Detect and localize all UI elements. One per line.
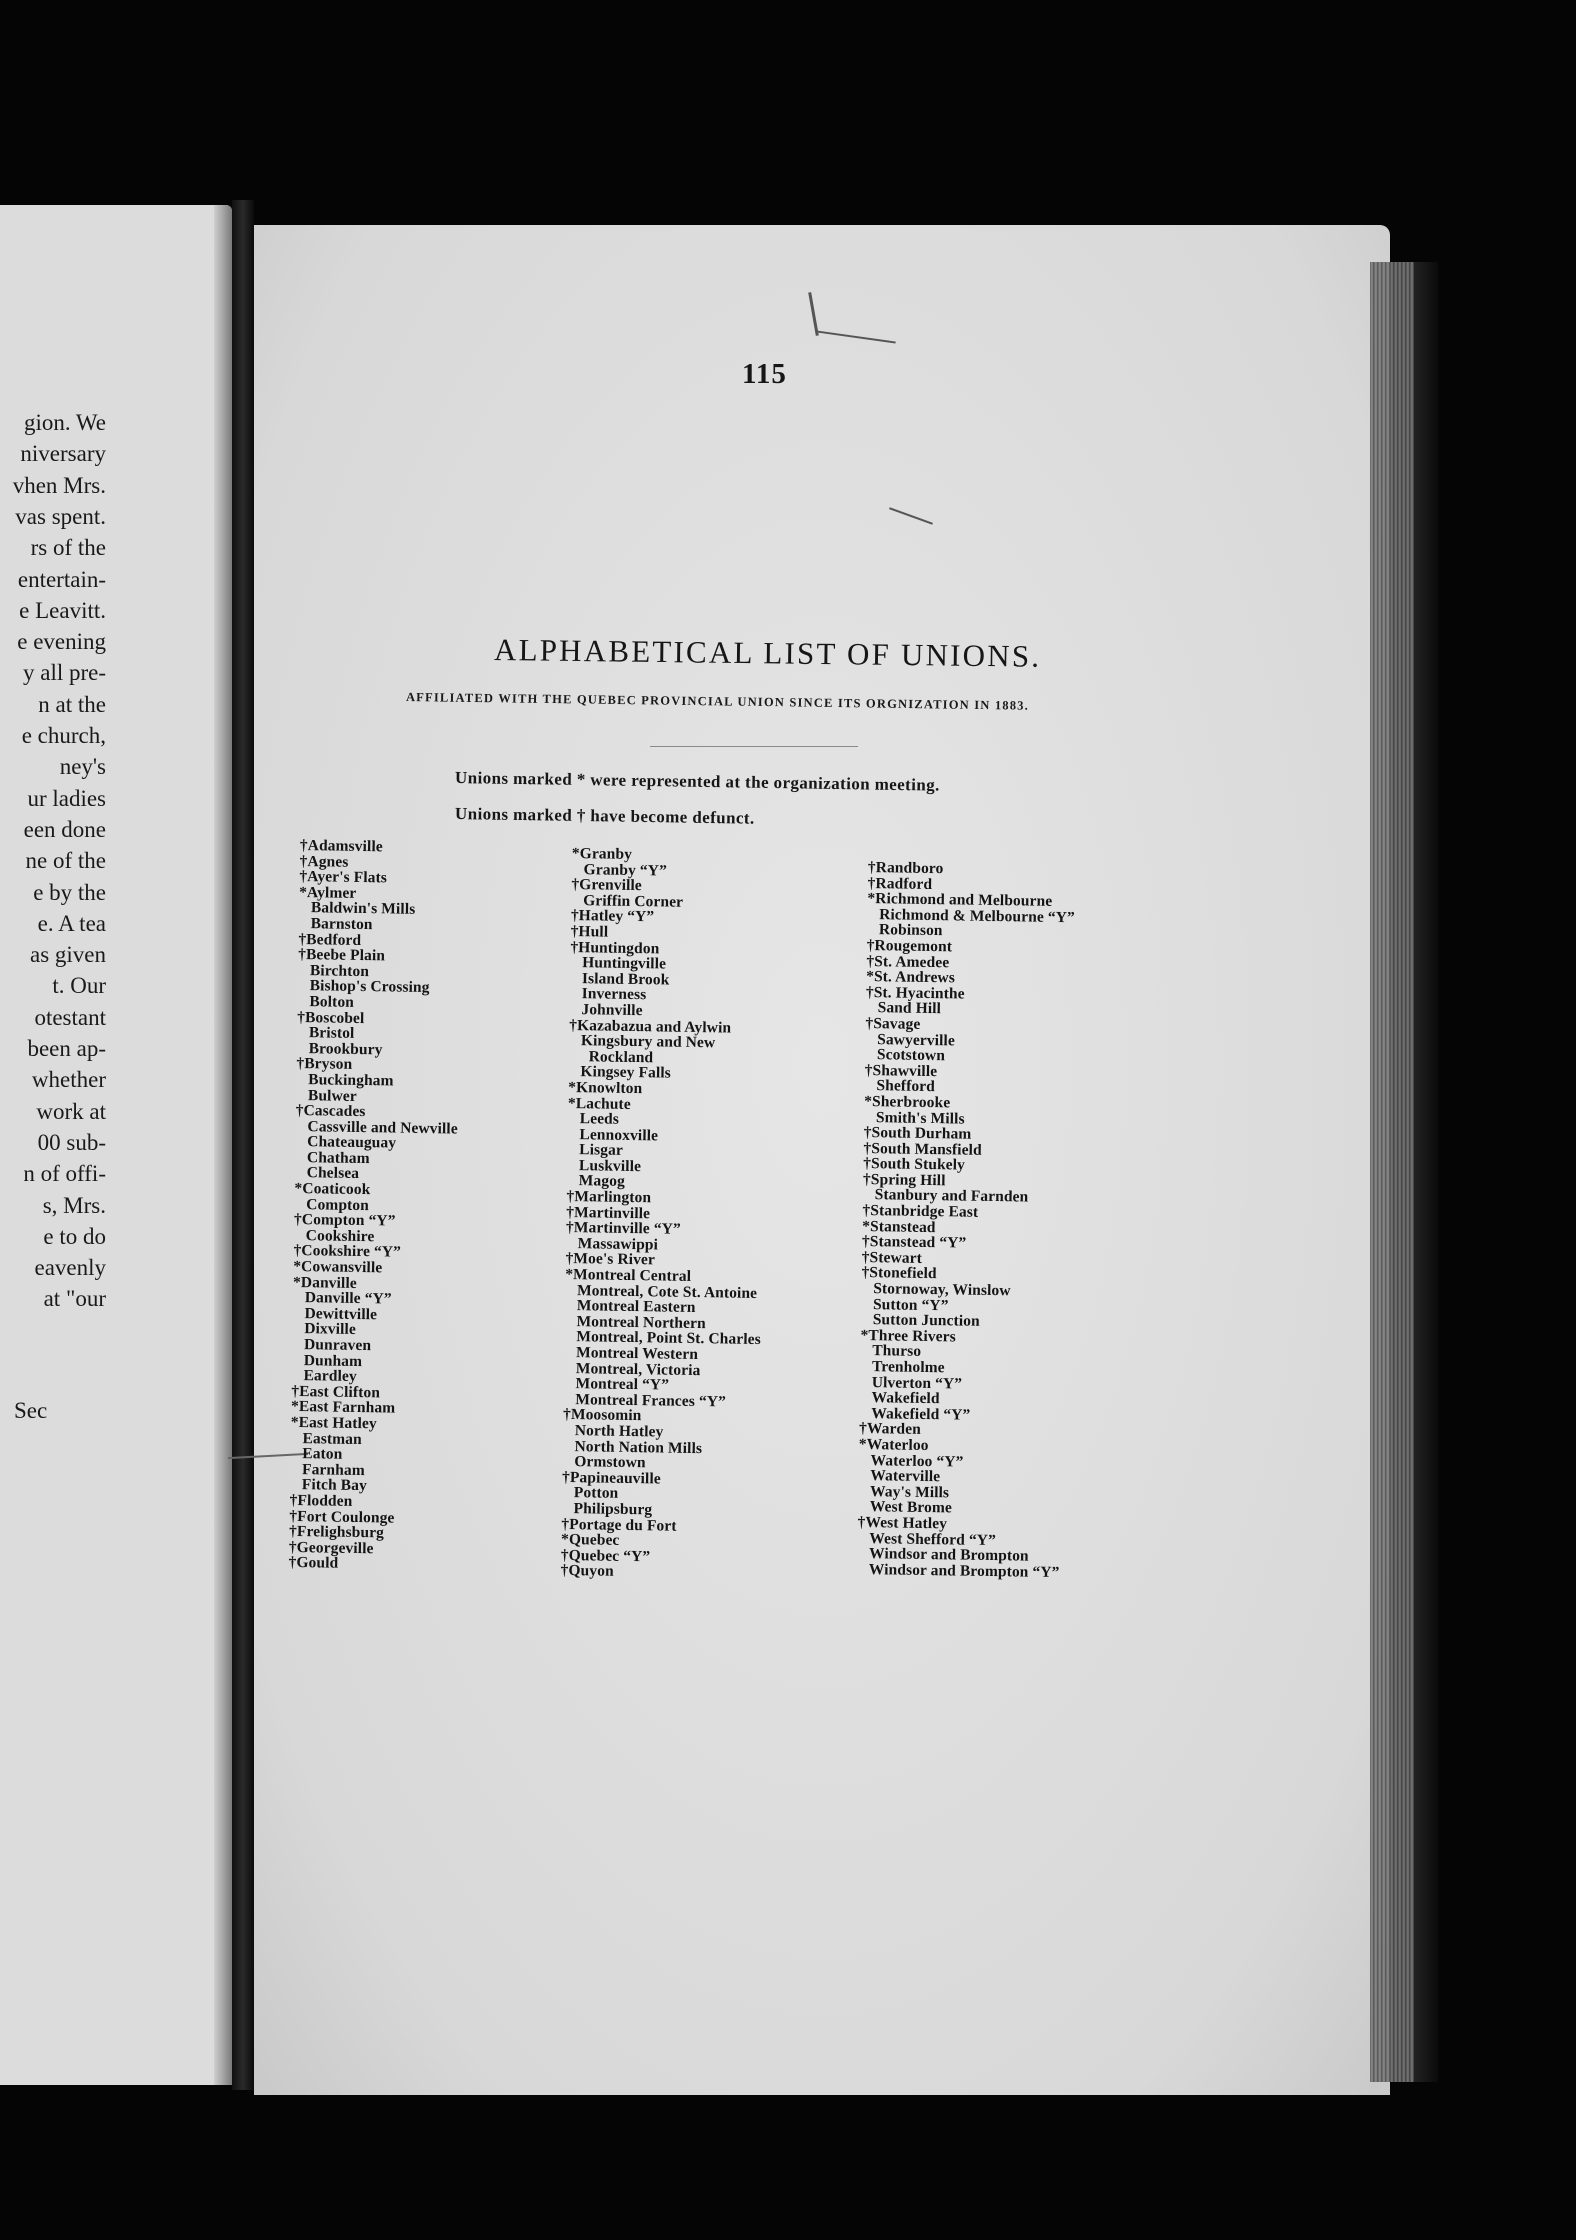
union-entry: †Frelighsburg (288, 1523, 385, 1542)
left-page-line: ur ladies (27, 785, 106, 811)
union-entry: *Granby (571, 845, 633, 863)
union-entry: North Nation Mills (574, 1437, 703, 1457)
union-entry: Cookshire (305, 1226, 375, 1246)
left-page-line: entertain- (17, 566, 106, 592)
union-entry: *Quebec (560, 1531, 620, 1549)
left-page-line: ne of the (25, 848, 106, 874)
union-entry: Ulverton “Y” (871, 1373, 963, 1393)
union-entry: Leeds (579, 1110, 620, 1128)
left-facing-page (0, 205, 232, 2085)
unions-column-2 (560, 846, 768, 1582)
union-entry: †South Durham (863, 1124, 972, 1143)
union-entry: Potton (573, 1484, 619, 1503)
union-entry: *Sherbrooke (864, 1092, 951, 1112)
left-page-line: been ap- (27, 1036, 106, 1061)
unions-column-3 (857, 860, 1076, 1580)
union-entry: Kingsey Falls (580, 1063, 672, 1082)
page-stack-edge (1370, 262, 1414, 2082)
union-entry: †East Clifton (291, 1382, 381, 1402)
union-entry: †Stanbridge East (862, 1202, 979, 1221)
union-entry: Eaton (302, 1445, 343, 1463)
union-entry: †Stewart (861, 1248, 923, 1267)
divider-rule (650, 746, 858, 747)
union-entry: Montreal Eastern (576, 1297, 696, 1317)
page-number: 115 (742, 358, 787, 390)
union-entry: Waterloo “Y” (870, 1451, 964, 1471)
left-page-line: e Leavitt. (19, 597, 106, 623)
union-entry: Scotstown (876, 1046, 946, 1065)
union-entry: *Knowlton (568, 1078, 643, 1098)
union-entry: Magog (578, 1172, 626, 1191)
union-entry: *Cowansville (293, 1257, 383, 1277)
union-entry: Brookbury (308, 1039, 383, 1059)
union-entry: †Bryson (296, 1055, 353, 1074)
union-entry: Chateauguay (307, 1133, 397, 1152)
union-entry: West Brome (869, 1498, 953, 1517)
union-entry: Thurso (872, 1342, 922, 1361)
union-entry: Philipsburg (573, 1500, 653, 1519)
left-page-line: y all pre- (22, 660, 106, 686)
union-entry: †South Stukely (863, 1155, 966, 1174)
union-entry: Dewittville (304, 1304, 378, 1324)
left-page-line: e evening (17, 629, 106, 655)
left-page-sec: Sec (14, 1398, 48, 1423)
union-entry: †Hatley “Y” (570, 907, 655, 926)
union-entry: Danville “Y” (304, 1289, 392, 1308)
left-page-line: gion. We (23, 410, 106, 435)
union-entry: Eastman (302, 1429, 362, 1448)
union-entry: Sawyerville (877, 1030, 956, 1049)
union-entry: Shefford (876, 1077, 936, 1096)
union-entry: Smith's Mills (875, 1108, 965, 1128)
left-page-line: work at (36, 1098, 106, 1124)
union-entry: *Three Rivers (860, 1326, 956, 1346)
union-entry: Richmond & Melbourne “Y” (879, 905, 1075, 927)
union-entry: †West Hatley (857, 1513, 948, 1533)
union-entry: Montreal Frances “Y” (575, 1390, 727, 1411)
union-entry: Eardley (303, 1367, 357, 1386)
union-entry: Sutton Junction (872, 1311, 980, 1331)
union-entry: Montreal, Point St. Charles (576, 1328, 761, 1349)
union-entry: †Kazabazua and Aylwin (569, 1016, 732, 1037)
union-entry: *Lachute (567, 1094, 631, 1113)
union-entry: Dunraven (303, 1336, 372, 1355)
union-entry: Montreal Northern (576, 1312, 706, 1332)
union-entry: Huntingville (582, 954, 667, 973)
union-entry: Wakefield (871, 1389, 940, 1408)
union-entry: †Rougemont (866, 936, 953, 956)
union-entry: Birchton (309, 961, 370, 980)
union-entry: Fitch Bay (301, 1476, 368, 1495)
union-entry: †Portage du Fort (561, 1515, 677, 1535)
left-page-line: vas spent. (15, 503, 106, 529)
left-page-line: at "our (43, 1286, 106, 1312)
note-represented: Unions marked * were represented at the organization meeting. (454, 768, 940, 795)
union-entry: Griffin Corner (583, 891, 684, 911)
union-entry: *Danville (292, 1273, 357, 1292)
left-page-line: een done (23, 816, 106, 842)
union-entry: Bulwer (307, 1086, 357, 1105)
left-page-text (0, 205, 106, 2085)
union-entry: *Waterloo (858, 1435, 929, 1454)
union-entry: †Adamsville (299, 837, 383, 856)
left-page-line: as given (29, 942, 106, 968)
union-entry: *St. Andrews (866, 968, 956, 987)
union-entry: †Spring Hill (862, 1170, 946, 1190)
union-entry: †Flodden (289, 1491, 353, 1510)
union-entry: Chelsea (306, 1164, 360, 1183)
union-entry: Massawippi (577, 1234, 659, 1254)
union-entry: Lennoxville (579, 1125, 659, 1145)
left-page-line: n of offi- (23, 1161, 106, 1187)
union-entry: †Hull (570, 922, 609, 941)
page-subtitle: AFFILIATED WITH THE QUEBEC PROVINCIAL UNION SINCE ITS ORGNIZATION IN 1883. (405, 690, 1030, 713)
union-entry: Montreal “Y” (575, 1375, 670, 1394)
union-entry: Johnville (581, 1001, 643, 1020)
union-entry: Buckingham (308, 1071, 394, 1090)
left-page-line: niversary (20, 441, 106, 467)
union-entry: †Marlington (566, 1188, 652, 1207)
union-entry: †Stonefield (861, 1264, 937, 1283)
union-entry: †Shawville (864, 1061, 938, 1080)
union-entry: Dixville (304, 1320, 357, 1339)
union-entry: †Boscobel (297, 1008, 365, 1027)
union-entry: Lisgar (579, 1141, 624, 1160)
union-entry: Island Brook (581, 969, 670, 989)
union-entry: †Savage (865, 1014, 921, 1033)
union-entry: *Stanstead (862, 1217, 936, 1236)
union-entry: †Randboro (867, 859, 944, 878)
left-page-line: otestant (34, 1004, 106, 1030)
union-entry: Waterville (870, 1467, 941, 1486)
union-entry: †Cascades (295, 1102, 366, 1121)
left-page-line: e by the (33, 879, 106, 905)
left-page-line: e church, (21, 723, 106, 748)
union-entry: †Ayer's Flats (299, 868, 388, 887)
union-entry: †Agnes (299, 852, 349, 871)
union-entry: *Richmond and Melbourne (867, 890, 1053, 911)
union-entry: *East Hatley (290, 1413, 377, 1433)
union-entry: †South Mansfield (863, 1139, 982, 1159)
union-entry: †Fort Coulonge (289, 1507, 395, 1527)
union-entry: Ormstown (574, 1453, 646, 1472)
left-page-line: 00 sub- (37, 1129, 106, 1155)
union-entry: Bishop's Crossing (309, 977, 430, 997)
union-entry: †Bedford (298, 930, 362, 949)
union-entry: †Papineauville (561, 1468, 661, 1488)
union-entry: †Cookshire “Y” (293, 1242, 402, 1262)
left-page-line: s, Mrs. (42, 1192, 106, 1218)
union-entry: †St. Hyacinthe (865, 983, 965, 1003)
left-page-line: e. A tea (37, 910, 106, 936)
union-entry: Wakefield “Y” (871, 1404, 971, 1424)
union-entry: †St. Amedee (866, 952, 950, 971)
union-entry: †Quebec “Y” (560, 1546, 651, 1566)
union-entry: Luskville (578, 1157, 642, 1175)
union-entry: †Martinville “Y” (565, 1219, 681, 1239)
book-gutter (232, 200, 254, 2090)
note-defunct: Unions marked † have become defunct. (454, 804, 755, 828)
union-entry: Bristol (308, 1024, 355, 1043)
union-entry: *Coaticook (294, 1180, 371, 1199)
union-entry: Montreal, Victoria (575, 1359, 701, 1379)
union-entry: West Shefford “Y” (869, 1529, 997, 1549)
union-entry: Baldwin's Mills (310, 899, 416, 919)
union-entry: †Radford (867, 874, 933, 893)
left-page-line: t. Our (52, 973, 106, 999)
left-page-line: n at the (38, 691, 106, 717)
union-entry: †Moe's River (565, 1250, 656, 1269)
union-entry: †Huntingdon (570, 938, 660, 957)
union-entry: *Aylmer (299, 883, 357, 902)
left-page-line: rs of the (30, 535, 106, 561)
union-entry: †Warden (858, 1420, 922, 1439)
union-entry: †Gould (288, 1554, 339, 1573)
union-entry: Inverness (581, 985, 647, 1004)
union-entry: Sand Hill (877, 999, 942, 1018)
union-entry: Trenholme (871, 1358, 945, 1377)
union-entry: Montreal Western (575, 1344, 699, 1364)
union-entry: Windsor and Brompton (868, 1545, 1029, 1565)
union-entry: *East Farnham (290, 1398, 396, 1417)
left-page-line: e to do (43, 1223, 106, 1249)
union-entry: Cassville and Newville (307, 1117, 458, 1138)
union-entry: Sutton “Y” (872, 1295, 949, 1314)
union-entry: Farnham (301, 1460, 365, 1479)
union-entry: Dunham (303, 1351, 363, 1370)
union-entry: Chatham (306, 1149, 370, 1168)
union-entry: Windsor and Brompton “Y” (868, 1560, 1060, 1581)
union-entry: *Montreal Central (565, 1265, 692, 1285)
union-entry: Stornoway, Winslow (873, 1280, 1011, 1300)
left-page-line: vhen Mrs. (12, 472, 106, 498)
left-page-line: ney's (59, 754, 106, 780)
union-entry: †Moosomin (562, 1406, 642, 1425)
union-entry: †Martinville (566, 1203, 651, 1222)
union-entry: Montreal, Cote St. Antoine (576, 1281, 758, 1302)
union-entry: Compton (306, 1195, 370, 1214)
union-entry: Robinson (878, 921, 943, 940)
union-entry: †Quyon (560, 1562, 614, 1581)
union-entry: †Beebe Plain (298, 946, 386, 965)
union-entry: †Grenville (571, 876, 642, 895)
union-entry: Kingsbury and New (580, 1032, 716, 1052)
union-entry: Stanbury and Farnden (874, 1186, 1029, 1207)
page-title: ALPHABETICAL LIST OF UNIONS. (493, 632, 1042, 674)
union-entry: Way's Mills (869, 1482, 950, 1502)
unions-column-1 (288, 838, 462, 1573)
union-entry: Bolton (309, 993, 355, 1011)
book-cover-edge (1414, 262, 1438, 2082)
left-page-line: whether (31, 1067, 106, 1093)
union-entry: Granby “Y” (583, 860, 668, 880)
union-entry: †Compton “Y” (293, 1211, 396, 1230)
page-fold (214, 205, 232, 2085)
union-entry: North Hatley (574, 1422, 664, 1441)
union-entry: Rockland (588, 1048, 654, 1067)
left-page-line: eavenly (34, 1255, 106, 1281)
union-entry: †Georgeville (288, 1538, 374, 1557)
union-entry: Barnston (310, 915, 373, 934)
union-entry: †Stanstead “Y” (861, 1233, 967, 1252)
